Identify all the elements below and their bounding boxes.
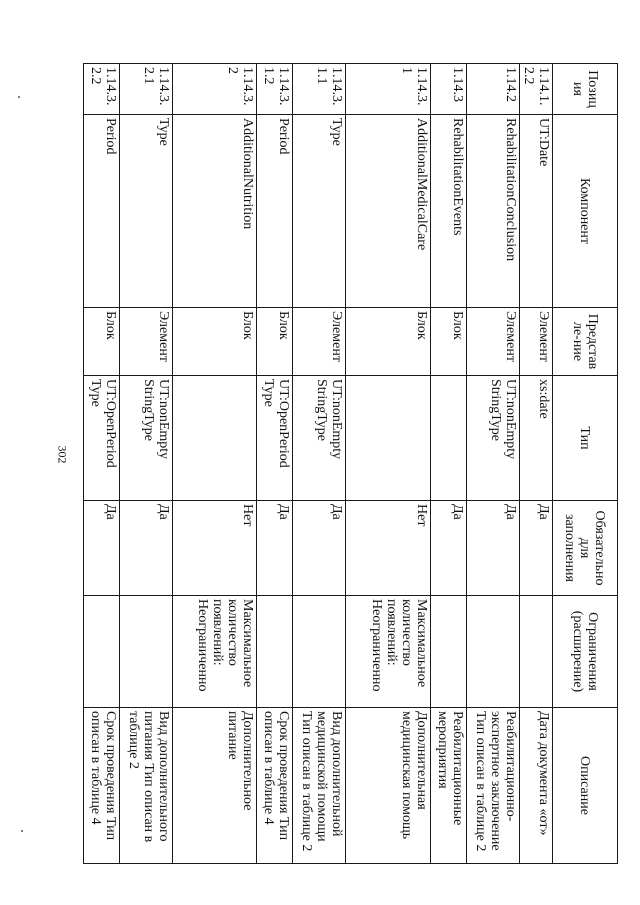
cell-mandatory: Да (257, 501, 293, 596)
cell-position: 1.14.1.2.2 (519, 64, 552, 115)
cell-component: Period (84, 115, 120, 308)
cell-description: Вид дополнительного питания Тип описан в таблице 2 (120, 708, 172, 864)
cell-representation: Элемент (120, 308, 172, 376)
cell-type (431, 376, 467, 501)
rotated-table-wrapper (83, 63, 618, 863)
cell-position: 1.14.3.2.2 (84, 64, 120, 115)
cell-type: xs:date (519, 376, 552, 501)
cell-type: UT:OpenPeriod Type (84, 376, 120, 501)
header-position: Позиция (553, 64, 618, 115)
cell-representation: Элемент (293, 308, 345, 376)
cell-representation: Элемент (467, 308, 519, 376)
cell-representation: Блок (431, 308, 467, 376)
cell-restrictions (431, 596, 467, 708)
cell-position: 1.14.3 (431, 64, 467, 115)
cell-restrictions (84, 596, 120, 708)
cell-position: 1.14.3.1.2 (257, 64, 293, 115)
cell-component: AdditionalNutrition (172, 115, 257, 308)
cell-restrictions (257, 596, 293, 708)
cell-component: Type (120, 115, 172, 308)
table-row (172, 64, 257, 864)
table-row (519, 64, 552, 864)
cell-component: Period (257, 115, 293, 308)
cell-representation: Блок (172, 308, 257, 376)
cell-description: Дополнительная медицинская помощь (345, 708, 431, 864)
cell-restrictions (467, 596, 519, 708)
cell-position: 1.14.3.1.1 (293, 64, 345, 115)
cell-description: Дата документа «от» (519, 708, 552, 864)
cell-restrictions: Максимальное количество появлений: Неограниченно (345, 596, 431, 708)
cell-type: UT:OpenPeriod Type (257, 376, 293, 501)
cell-mandatory: Да (293, 501, 345, 596)
cell-mandatory: Да (84, 501, 120, 596)
cell-mandatory: Да (431, 501, 467, 596)
cell-type (345, 376, 431, 501)
header-mandatory: Обязательно для заполнения (553, 501, 618, 596)
cell-mandatory: Да (519, 501, 552, 596)
table-row (293, 64, 345, 864)
cell-position: 1.14.3.2.1 (120, 64, 172, 115)
cell-position: 1.14.3.2 (172, 64, 257, 115)
cell-description: Реабилитационные мероприятия (431, 708, 467, 864)
components-table (83, 63, 618, 864)
cell-type: UT:nonEmpty StringType (120, 376, 172, 501)
cell-type: UT:nonEmpty StringType (293, 376, 345, 501)
cell-mandatory: Да (467, 501, 519, 596)
header-restrictions: Ограничения (расширение) (553, 596, 618, 708)
table-row (345, 64, 431, 864)
cell-description: Срок проведения Тип описан в таблице 4 (257, 708, 293, 864)
cell-representation: Блок (345, 308, 431, 376)
table-row (120, 64, 172, 864)
cell-restrictions (120, 596, 172, 708)
cell-mandatory: Нет (172, 501, 257, 596)
header-representation: Представле-ние (553, 308, 618, 376)
table-row (257, 64, 293, 864)
cell-description: Реабилитационно-экспертное заключение Тип описан в таблице 2 (467, 708, 519, 864)
table-row (467, 64, 519, 864)
cell-representation: Элемент (519, 308, 552, 376)
table-header-row (553, 64, 618, 864)
cell-type: UT:nonEmpty StringType (467, 376, 519, 501)
cell-position: 1.14.2 (467, 64, 519, 115)
cell-component: RehabilitationEvents (431, 115, 467, 308)
cell-position: 1.14.3.1 (345, 64, 431, 115)
cell-restrictions (293, 596, 345, 708)
cell-restrictions: Максимальное количество появлений: Неограниченно (172, 596, 257, 708)
cell-representation: Блок (257, 308, 293, 376)
cell-component: UT:Date (519, 115, 552, 308)
cell-type (172, 376, 257, 501)
cell-mandatory: Да (120, 501, 172, 596)
cell-description: Срок проведения Тип описан в таблице 4 (84, 708, 120, 864)
header-type: Тип (553, 376, 618, 501)
cell-restrictions (519, 596, 552, 708)
scan-speck (21, 830, 23, 832)
table-row (431, 64, 467, 864)
cell-description: Дополнительное питание (172, 708, 257, 864)
cell-component: Type (293, 115, 345, 308)
cell-mandatory: Нет (345, 501, 431, 596)
header-component: Компонент (553, 115, 618, 308)
table-row (84, 64, 120, 864)
cell-representation: Блок (84, 308, 120, 376)
cell-component: AdditionalMedicalCare (345, 115, 431, 308)
page-number: 302 (55, 445, 70, 464)
cell-description: Вид дополнительной медицинской помощи Тип описан в таблице 2 (293, 708, 345, 864)
cell-component: RehabilitationConclusion (467, 115, 519, 308)
header-description: Описание (553, 708, 618, 864)
scan-speck (18, 96, 20, 98)
